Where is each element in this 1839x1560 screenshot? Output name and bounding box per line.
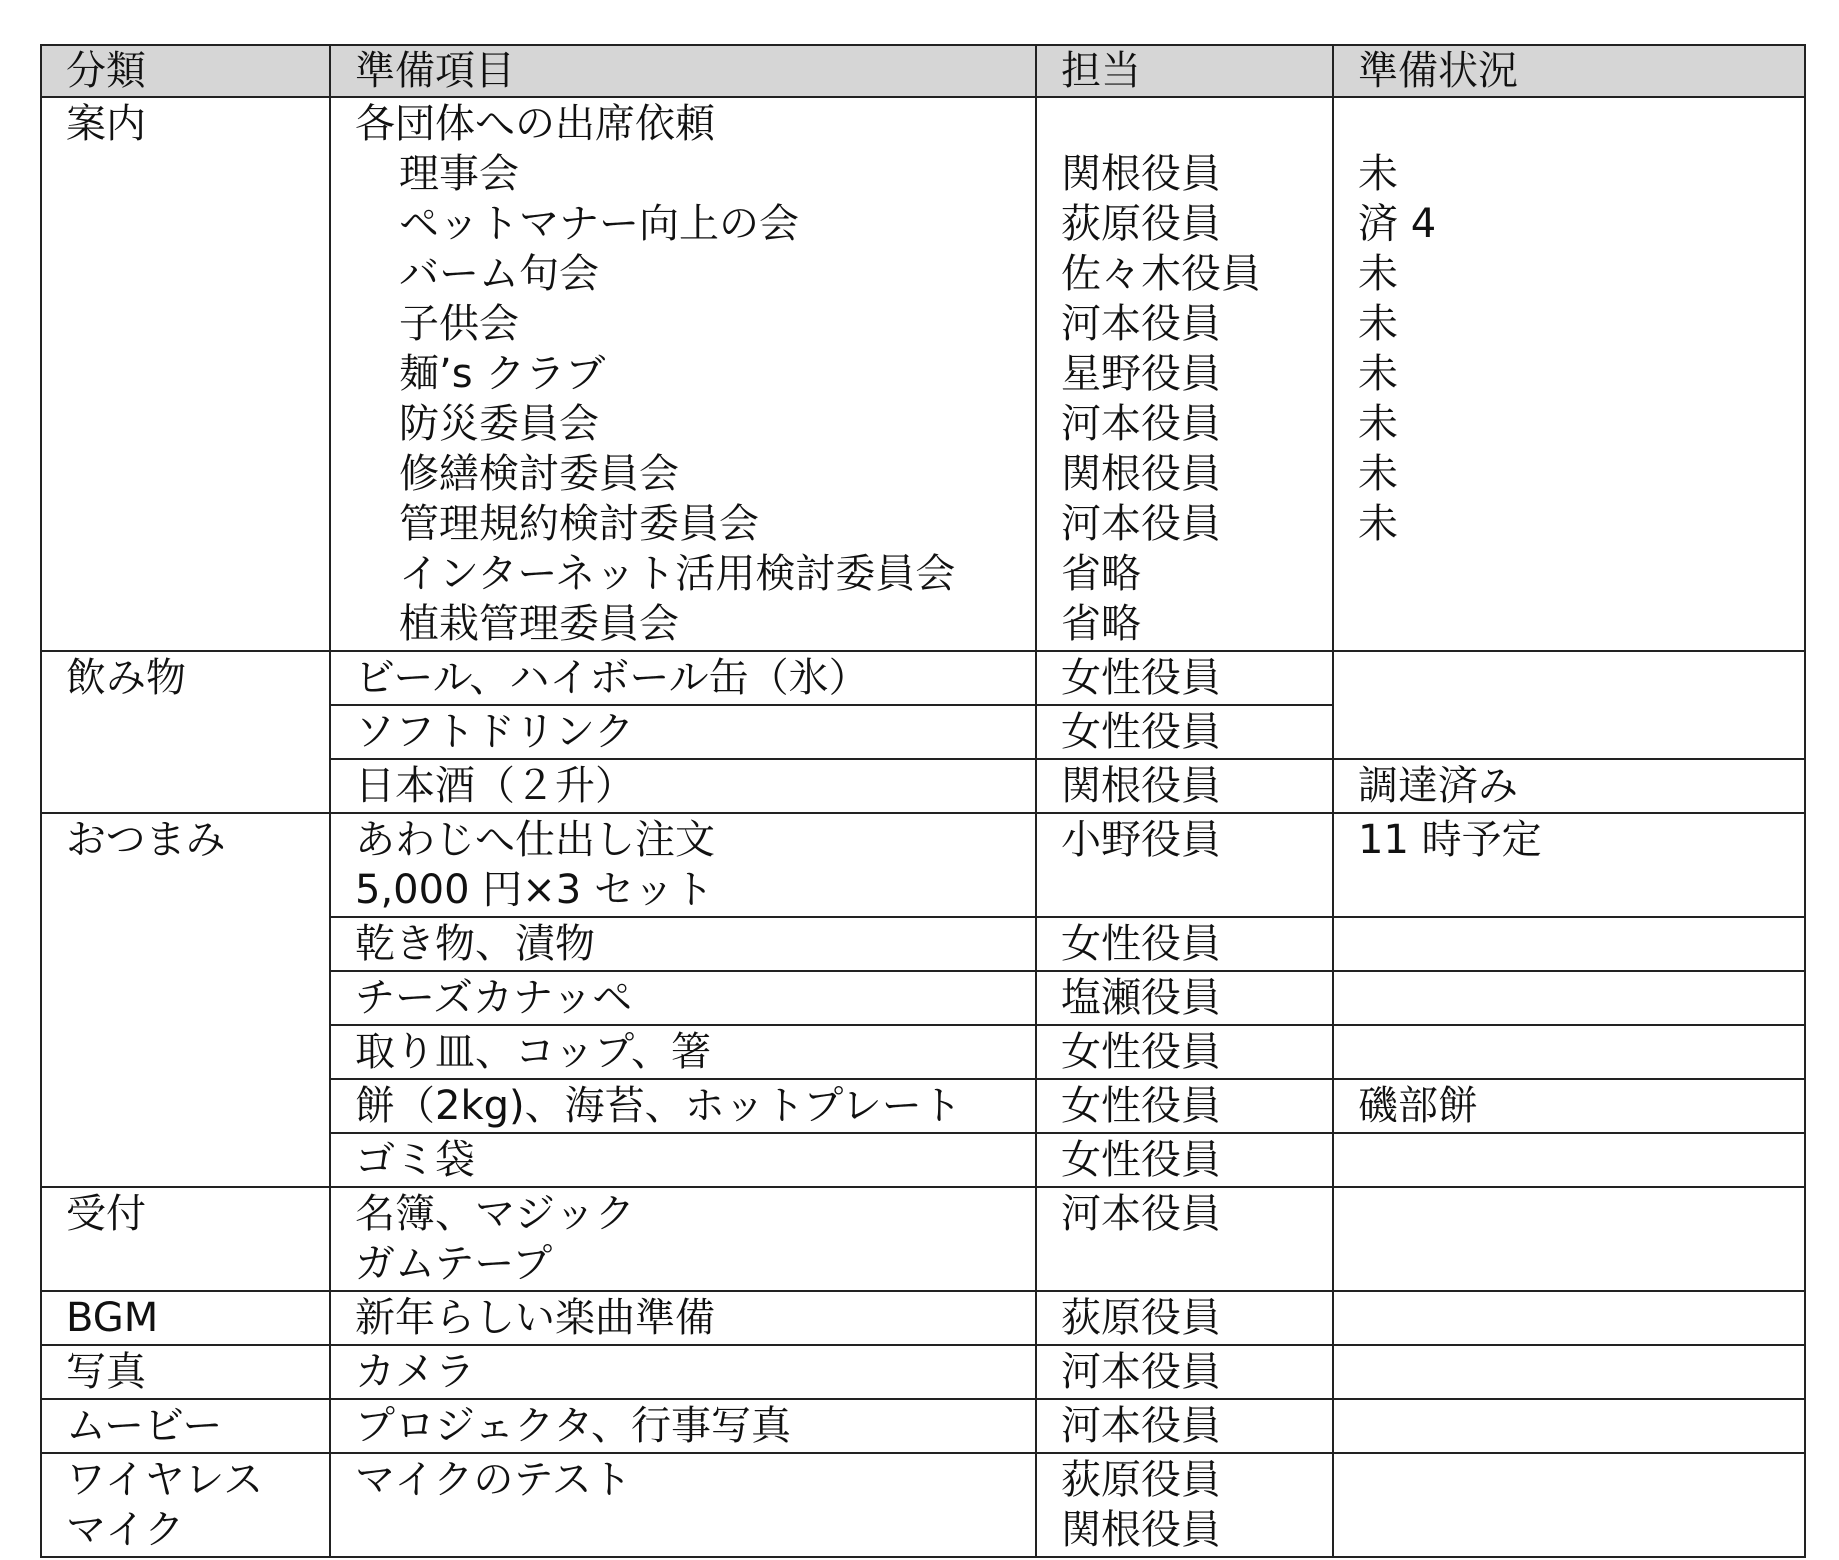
item-cell bbox=[330, 1025, 1036, 1079]
status-text: 調達済み bbox=[1358, 763, 1518, 809]
item-text: チーズカナッペ bbox=[355, 975, 633, 1021]
table-row bbox=[41, 651, 1805, 705]
category-cell bbox=[41, 1291, 330, 1345]
category-label: BGM bbox=[66, 1295, 159, 1341]
owner-text: 佐々木役員 bbox=[1061, 251, 1261, 297]
item-text: 植栽管理委員会 bbox=[399, 601, 679, 647]
status-text: 未 bbox=[1358, 501, 1398, 547]
status-text: 済 4 bbox=[1358, 201, 1437, 247]
owner-cell bbox=[1036, 1399, 1333, 1453]
owner-text: 関根役員 bbox=[1061, 151, 1221, 197]
table-row bbox=[41, 813, 1805, 917]
category-label: ムービー bbox=[66, 1403, 223, 1449]
owner-text: 星野役員 bbox=[1061, 351, 1221, 397]
status-text bbox=[1358, 599, 1804, 649]
status-cell bbox=[1333, 1133, 1805, 1187]
category-label: 案内 bbox=[66, 101, 146, 147]
status-text: 11 時予定 bbox=[1358, 817, 1542, 863]
header-status: 準備状況 bbox=[1333, 45, 1805, 97]
status-cell bbox=[1333, 759, 1805, 813]
item-cell bbox=[330, 813, 1036, 917]
item-text: 新年らしい楽曲準備 bbox=[355, 1295, 715, 1341]
owner-cell bbox=[1036, 97, 1333, 651]
item-text: あわじへ仕出し注文 bbox=[355, 817, 715, 863]
item-text: 名簿、マジック bbox=[355, 1191, 635, 1237]
category-label: 飲み物 bbox=[66, 655, 186, 701]
table-row bbox=[41, 1453, 1805, 1557]
owner-text: 女性役員 bbox=[1061, 709, 1221, 755]
owner-cell bbox=[1036, 813, 1333, 917]
owner-cell bbox=[1036, 1345, 1333, 1399]
owner-text: 小野役員 bbox=[1061, 817, 1221, 863]
status-text: 未 bbox=[1358, 301, 1398, 347]
owner-cell bbox=[1036, 917, 1333, 971]
category-cell bbox=[41, 1399, 330, 1453]
header-item: 準備項目 bbox=[330, 45, 1036, 97]
category-cell bbox=[41, 813, 330, 1187]
owner-text: 女性役員 bbox=[1061, 1029, 1221, 1075]
table-row bbox=[41, 1399, 1805, 1453]
status-text bbox=[1358, 1293, 1804, 1343]
item-text: 餅（2kg)、海苔、ホットプレート bbox=[355, 1083, 962, 1129]
item-cell bbox=[330, 759, 1036, 813]
item-cell bbox=[330, 1453, 1036, 1557]
status-cell bbox=[1333, 1291, 1805, 1345]
item-text: ガムテープ bbox=[355, 1241, 553, 1287]
status-cell bbox=[1333, 1453, 1805, 1557]
item-text: 麺’s クラブ bbox=[399, 351, 606, 397]
category-cell bbox=[41, 1345, 330, 1399]
owner-text: 女性役員 bbox=[1061, 655, 1221, 701]
item-cell bbox=[330, 971, 1036, 1025]
item-text: 乾き物、漬物 bbox=[355, 921, 595, 967]
status-cell bbox=[1333, 917, 1805, 971]
owner-text: 女性役員 bbox=[1061, 921, 1221, 967]
status-text: 磯部餅 bbox=[1358, 1083, 1478, 1129]
item-cell bbox=[330, 1345, 1036, 1399]
item-text: 5,000 円×3 セット bbox=[355, 867, 714, 913]
item-text: 子供会 bbox=[399, 301, 519, 347]
owner-text: 荻原役員 bbox=[1061, 201, 1221, 247]
status-text bbox=[1358, 1401, 1804, 1451]
owner-cell bbox=[1036, 759, 1333, 813]
item-title: 各団体への出席依頼 bbox=[355, 101, 715, 147]
item-text: ビール、ハイボール缶（氷） bbox=[355, 655, 869, 701]
owner-text: 河本役員 bbox=[1061, 1403, 1221, 1449]
table-row bbox=[41, 97, 1805, 651]
item-cell bbox=[330, 917, 1036, 971]
owner-cell bbox=[1036, 1291, 1333, 1345]
owner-text: 河本役員 bbox=[1061, 1191, 1221, 1237]
status-text: 未 bbox=[1358, 351, 1398, 397]
status-text: 未 bbox=[1358, 451, 1398, 497]
owner-text: 省略 bbox=[1061, 601, 1141, 647]
status-text bbox=[1358, 1347, 1804, 1397]
category-cell bbox=[41, 651, 330, 813]
header-category: 分類 bbox=[41, 45, 330, 97]
owner-text: 関根役員 bbox=[1061, 763, 1221, 809]
owner-text: 荻原役員 bbox=[1061, 1457, 1221, 1503]
item-cell bbox=[330, 705, 1036, 759]
item-text: ゴミ袋 bbox=[355, 1137, 475, 1183]
owner-cell bbox=[1036, 971, 1333, 1025]
item-text: マイクのテスト bbox=[355, 1457, 632, 1503]
status-text bbox=[1358, 549, 1804, 599]
item-cell bbox=[330, 1079, 1036, 1133]
owner-cell bbox=[1036, 1187, 1333, 1291]
owner-cell bbox=[1036, 651, 1333, 705]
category-cell bbox=[41, 1187, 330, 1291]
status-text: 未 bbox=[1358, 151, 1398, 197]
status-text: 未 bbox=[1358, 251, 1398, 297]
owner-text: 省略 bbox=[1061, 551, 1141, 597]
owner-text: 荻原役員 bbox=[1061, 1295, 1221, 1341]
category-label: マイク bbox=[66, 1507, 185, 1553]
status-text bbox=[1358, 1027, 1804, 1077]
category-label: 受付 bbox=[66, 1191, 146, 1237]
item-text: インターネット活用検討委員会 bbox=[399, 551, 956, 597]
category-cell bbox=[41, 1453, 330, 1557]
category-label: ワイヤレス bbox=[66, 1457, 264, 1503]
item-cell bbox=[330, 1291, 1036, 1345]
status-cell bbox=[1333, 813, 1805, 917]
category-cell bbox=[41, 97, 330, 651]
owner-text: 関根役員 bbox=[1061, 1507, 1221, 1553]
item-cell bbox=[330, 1187, 1036, 1291]
owner-cell bbox=[1036, 1079, 1333, 1133]
item-text: 防災委員会 bbox=[399, 401, 599, 447]
status-text bbox=[1358, 1189, 1804, 1239]
status-text bbox=[1358, 919, 1804, 969]
category-label: おつまみ bbox=[66, 817, 226, 863]
status-text bbox=[1358, 653, 1804, 703]
item-cell bbox=[330, 1133, 1036, 1187]
item-cell bbox=[330, 97, 1036, 651]
owner-spacer bbox=[1061, 99, 1332, 149]
status-cell bbox=[1333, 1079, 1805, 1133]
header-row bbox=[41, 45, 1805, 97]
owner-text: 河本役員 bbox=[1061, 501, 1221, 547]
item-text: 管理規約検討委員会 bbox=[399, 501, 759, 547]
item-text: 修繕検討委員会 bbox=[399, 451, 679, 497]
table-row bbox=[41, 1187, 1805, 1291]
item-text: ペットマナー向上の会 bbox=[399, 201, 799, 247]
owner-text: 女性役員 bbox=[1061, 1137, 1221, 1183]
status-cell bbox=[1333, 971, 1805, 1025]
status-text bbox=[1358, 1135, 1804, 1185]
table-row bbox=[41, 1291, 1805, 1345]
owner-cell bbox=[1036, 705, 1333, 759]
item-text: ソフトドリンク bbox=[355, 709, 635, 755]
item-cell bbox=[330, 1399, 1036, 1453]
item-text: バーム句会 bbox=[399, 251, 599, 297]
status-cell bbox=[1333, 1399, 1805, 1453]
item-text: 取り皿、コップ、箸 bbox=[355, 1029, 711, 1075]
status-text bbox=[1358, 973, 1804, 1023]
owner-text: 塩瀬役員 bbox=[1061, 975, 1221, 1021]
item-text: 理事会 bbox=[399, 151, 519, 197]
preparation-table bbox=[40, 44, 1806, 1558]
table-row bbox=[41, 1345, 1805, 1399]
item-text: 日本酒（２升） bbox=[355, 763, 635, 809]
status-cell bbox=[1333, 1345, 1805, 1399]
status-cell bbox=[1333, 97, 1805, 651]
owner-text: 河本役員 bbox=[1061, 301, 1221, 347]
owner-text: 河本役員 bbox=[1061, 401, 1221, 447]
owner-text: 河本役員 bbox=[1061, 1349, 1221, 1395]
item-text: プロジェクタ、行事写真 bbox=[355, 1403, 791, 1449]
status-text bbox=[1358, 1455, 1804, 1505]
item-text: カメラ bbox=[355, 1349, 475, 1395]
status-spacer bbox=[1358, 99, 1804, 149]
owner-cell bbox=[1036, 1025, 1333, 1079]
owner-text: 関根役員 bbox=[1061, 451, 1221, 497]
status-cell bbox=[1333, 651, 1805, 759]
owner-cell bbox=[1036, 1453, 1333, 1557]
status-cell bbox=[1333, 1187, 1805, 1291]
status-text: 未 bbox=[1358, 401, 1398, 447]
owner-cell bbox=[1036, 1133, 1333, 1187]
category-label: 写真 bbox=[66, 1349, 146, 1395]
status-cell bbox=[1333, 1025, 1805, 1079]
header-owner: 担当 bbox=[1036, 45, 1333, 97]
owner-text: 女性役員 bbox=[1061, 1083, 1221, 1129]
item-cell bbox=[330, 651, 1036, 705]
